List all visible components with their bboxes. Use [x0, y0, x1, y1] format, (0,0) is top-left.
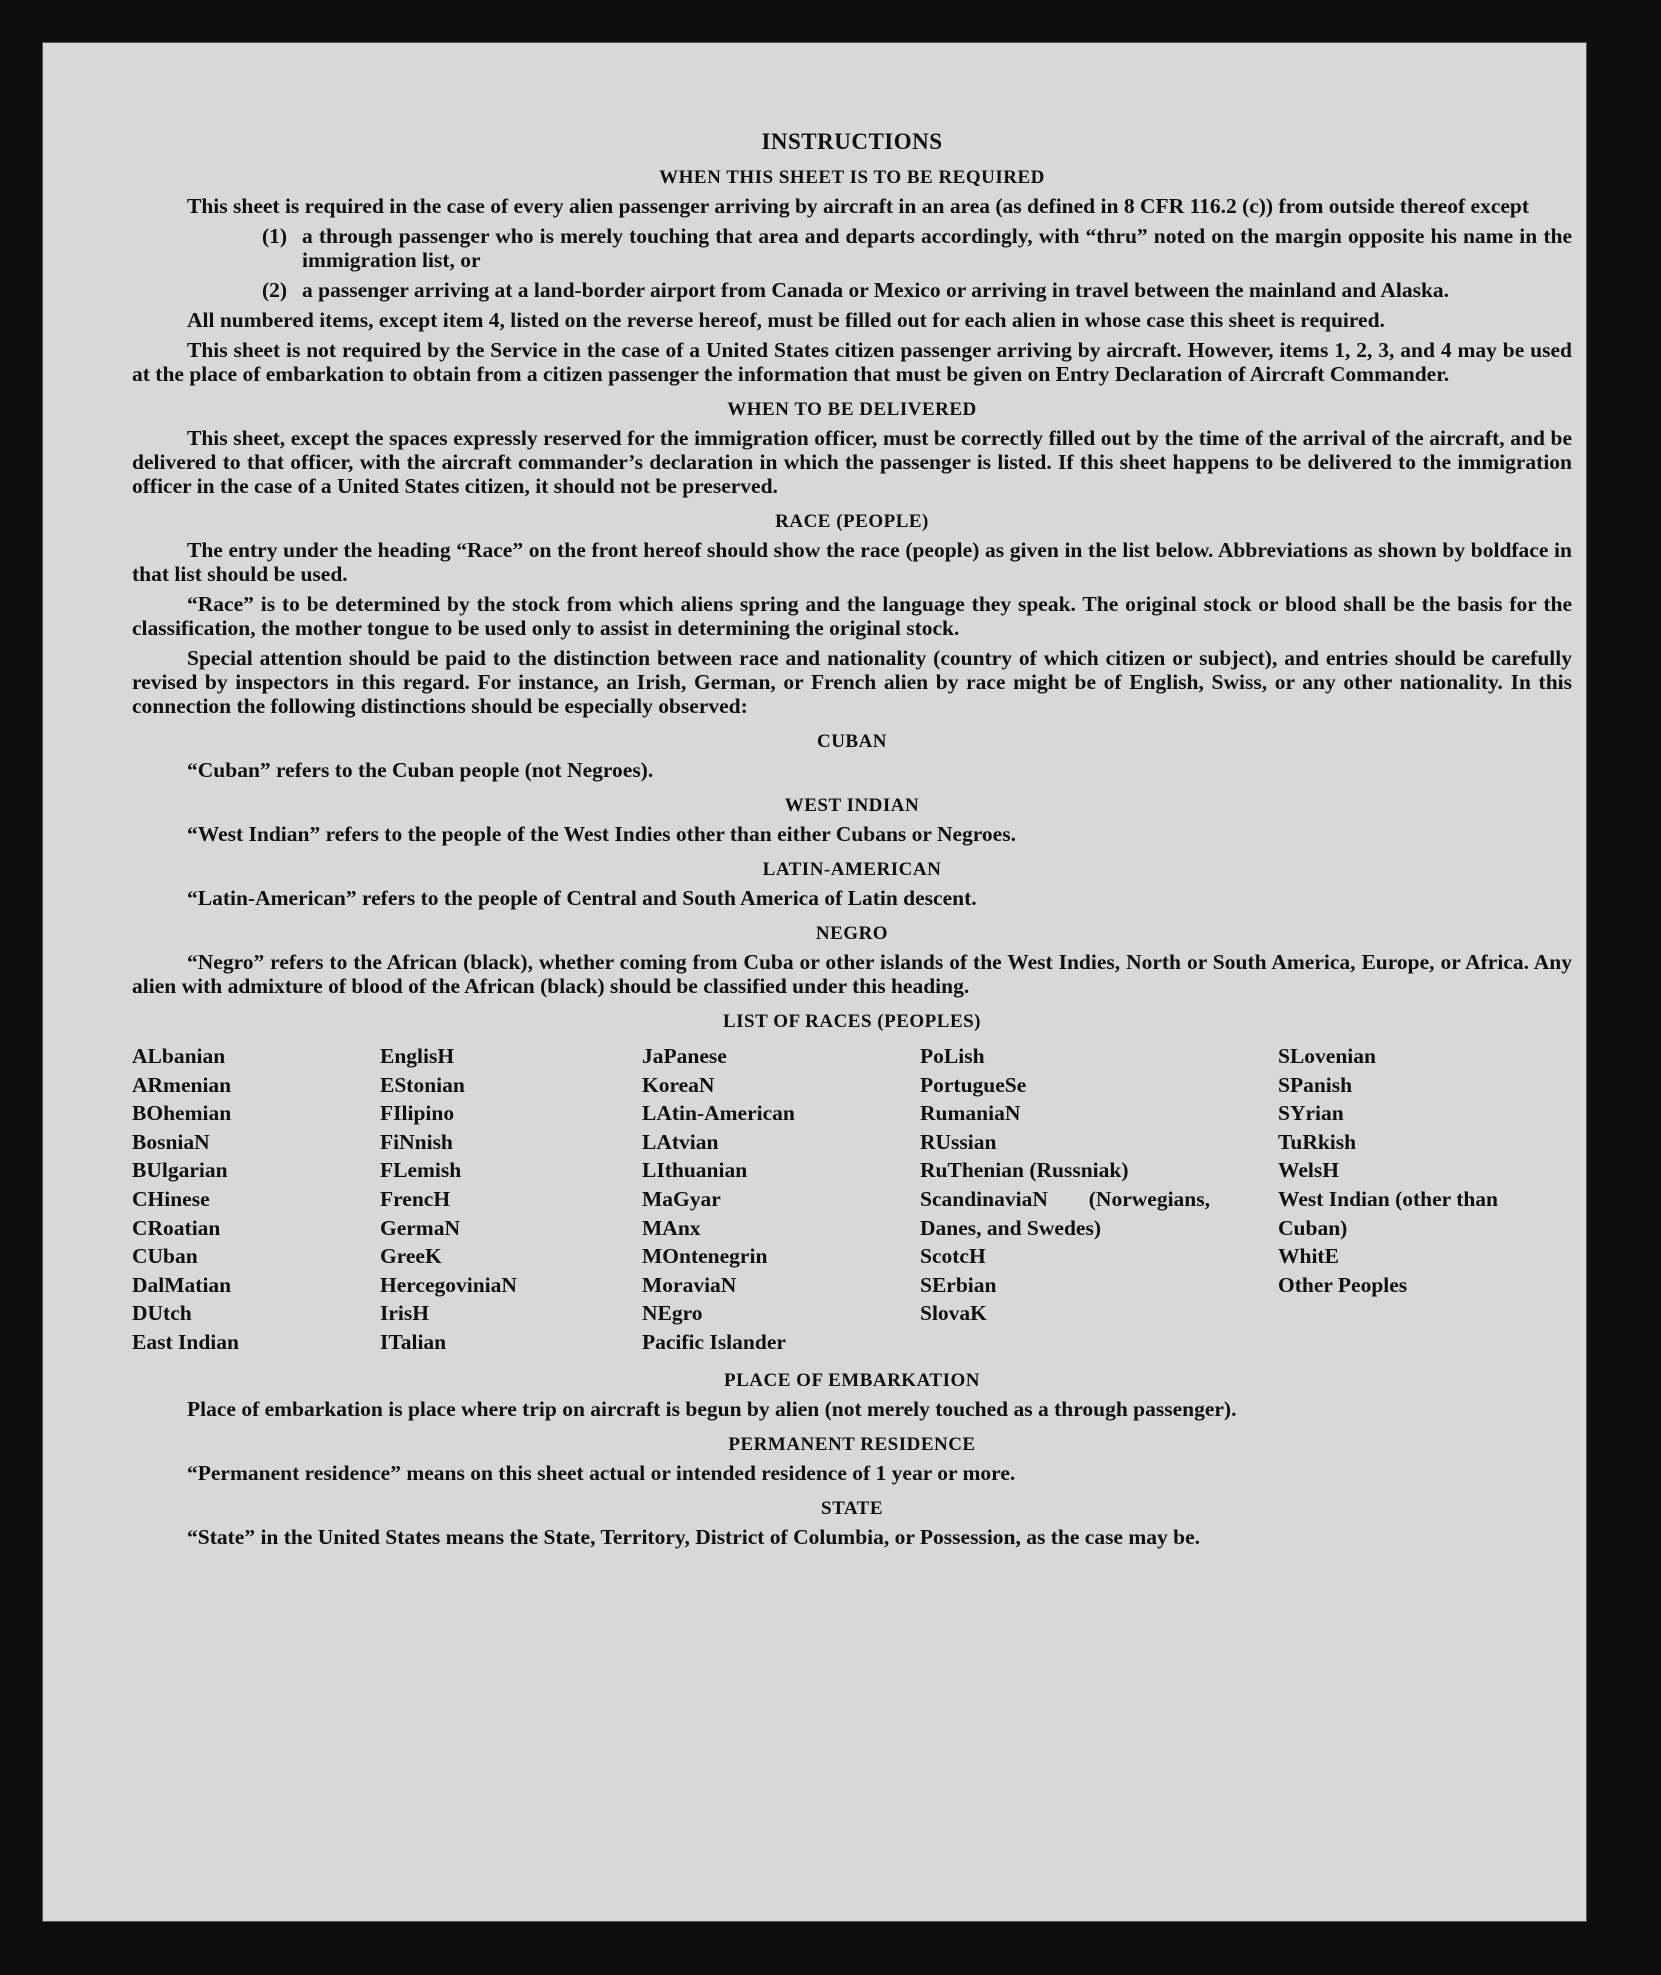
document-sheet [42, 42, 1587, 1922]
race-item: FiNnish [380, 1129, 453, 1154]
race-item: MoraviaN [642, 1272, 737, 1297]
race-item: SErbian [920, 1272, 997, 1297]
instructions-content [132, 112, 1572, 1555]
race-item: TuRkish [1278, 1129, 1357, 1154]
race-item: DUtch [132, 1301, 192, 1326]
race-item: RuThenian (Russniak) [920, 1158, 1129, 1183]
race-item: ARmenian [132, 1072, 232, 1097]
race-item: DalMatian [132, 1272, 232, 1297]
race-item: Other Peoples [1278, 1272, 1408, 1297]
race-item: CRoatian [132, 1215, 221, 1240]
para-when-required-intro: This sheet is required in the case of every alien passenger arriving by aircraft in an area (as defined in 8 CFR 116.2 (c)) from outside thereof except [187, 194, 1530, 218]
para-cuban: “Cuban” refers to the Cuban people (not Negroes). [187, 758, 654, 782]
race-column-4 [920, 1042, 1278, 1357]
para-race-3: Special attention should be paid to the distinction between race and nationality (country of which citizen or subject), and entries should be carefully revised by inspectors in this regard. For instance, an Irish, German, or French alien by race might be of English, Swiss, or any other nationality. In this connection the following distinctions should be especially observed: [132, 646, 1572, 718]
para-race-2: “Race” is to be determined by the stock from which aliens spring and the language they speak. The original stock or blood shall be the basis for the classification, the mother tongue to be used only to assist in determining the original stock. [132, 592, 1572, 640]
race-item: MAnx [642, 1215, 701, 1240]
exception-1-text: a through passenger who is merely touching that area and departs accordingly, with “thru” noted on the margin opposite his name in the immigration list, or [302, 224, 1572, 272]
race-item-west-indian: West Indian (other than Cuban) [1278, 1186, 1499, 1240]
race-column-1 [132, 1042, 380, 1357]
heading-cuban: CUBAN [816, 731, 888, 752]
heading-permanent-residence: PERMANENT RESIDENCE [728, 1433, 976, 1455]
race-item: SPanish [1278, 1072, 1353, 1097]
race-item: LAtin-American [642, 1101, 795, 1126]
para-latin-american: “Latin-American” refers to the people of Central and South America of Latin descent. [187, 886, 977, 910]
race-item: PortugueSe [920, 1072, 1027, 1097]
race-item: MaGyar [642, 1186, 721, 1211]
heading-embarkation: PLACE OF EMBARKATION [724, 1369, 980, 1391]
heading-negro: NEGRO [815, 923, 889, 944]
race-list [132, 1042, 1572, 1357]
race-item: East Indian [132, 1329, 239, 1354]
para-citizen: This sheet is not required by the Service in the case of a United States citizen passenger arriving by aircraft. However, items 1, 2, 3, and 4 may be used at the place of embarkation to obtain from a citizen passenger the information that must be given on Entry Declaration of Aircraft Commander. [132, 338, 1572, 386]
heading-when-required: WHEN THIS SHEET IS TO BE REQUIRED [659, 167, 1045, 188]
race-item: GermaN [380, 1215, 460, 1240]
race-item: SLovenian [1278, 1044, 1376, 1068]
para-numbered-items: All numbered items, except item 4, listed on the reverse hereof, must be filled out for each alien in whose case this sheet is required. [187, 308, 1385, 332]
exception-2-number: (2) [262, 278, 288, 302]
race-item: WelsH [1278, 1158, 1339, 1183]
race-item: SYrian [1278, 1101, 1344, 1126]
para-when-delivered: This sheet, except the spaces expressly reserved for the immigration officer, must be correctly filled out by the time of the arrival of the aircraft, and be delivered to that officer, with the aircraft commander’s declaration in which the passenger is listed. If this sheet happens to be delivered to the immigration officer in the case of a United States citizen, it should not be preserved. [132, 426, 1572, 498]
race-item: HercegoviniaN [380, 1272, 517, 1297]
race-item: PoLish [920, 1044, 985, 1068]
heading-when-delivered: WHEN TO BE DELIVERED [727, 399, 977, 420]
race-item: IrisH [380, 1301, 429, 1326]
para-negro: “Negro” refers to the African (black), whether coming from Cuba or other islands of the West Indies, North or South America, Europe, or Africa. Any alien with admixture of blood of the African (black) should be classified under this heading. [132, 950, 1572, 998]
heading-west-indian: WEST INDIAN [784, 795, 920, 816]
race-item: SlovaK [920, 1301, 987, 1326]
race-item: FIlipino [380, 1101, 455, 1126]
race-item: BosniaN [132, 1129, 210, 1154]
race-column-3 [642, 1042, 920, 1357]
para-permanent-residence: “Permanent residence” means on this sheet actual or intended residence of 1 year or more. [187, 1460, 1016, 1485]
race-item: JaPanese [642, 1044, 727, 1068]
exception-1 [132, 224, 1572, 272]
race-item: MOntenegrin [642, 1244, 768, 1269]
race-item: LAtvian [642, 1129, 719, 1154]
heading-race: RACE (PEOPLE) [775, 511, 929, 532]
page-title: INSTRUCTIONS [761, 129, 943, 154]
race-item: RumaniaN [920, 1101, 1021, 1126]
race-item: CUban [132, 1244, 198, 1269]
race-item: FrencH [380, 1186, 451, 1211]
race-item: BOhemian [132, 1101, 232, 1126]
heading-list-of-races: LIST OF RACES (PEOPLES) [722, 1011, 982, 1032]
race-item-scandinavian: ScandinaviaN (Norwegians, Danes, and Swedes) [920, 1186, 1210, 1240]
race-column-5 [1278, 1042, 1568, 1357]
exception-1-number: (1) [262, 224, 288, 248]
race-item: ITalian [380, 1329, 447, 1354]
para-race-1: The entry under the heading “Race” on the front hereof should show the race (people) as given in the list below. Abbreviations as shown by boldface in that list should be used. [132, 538, 1572, 586]
para-state: “State” in the United States means the State, Territory, District of Columbia, or Possession, as the case may be. [187, 1524, 1201, 1549]
exception-2-text: a passenger arriving at a land-border airport from Canada or Mexico or arriving in travel between the mainland and Alaska. [302, 278, 1450, 302]
race-item: ALbanian [132, 1044, 226, 1068]
exception-2 [132, 278, 1572, 302]
race-item: GreeK [380, 1244, 442, 1269]
race-item: WhitE [1278, 1244, 1339, 1269]
para-embarkation: Place of embarkation is place where trip on aircraft is begun by alien (not merely touched as a through passenger). [187, 1396, 1237, 1421]
race-item: Pacific Islander [642, 1329, 786, 1354]
race-item: LIthuanian [642, 1158, 748, 1183]
para-west-indian: “West Indian” refers to the people of the West Indies other than either Cubans or Negroes. [187, 822, 1016, 846]
race-item: NEgro [642, 1301, 703, 1326]
race-item: EStonian [380, 1072, 465, 1097]
race-item: EnglisH [380, 1044, 455, 1068]
race-column-2 [380, 1042, 642, 1357]
race-item: RUssian [920, 1129, 997, 1154]
heading-state: STATE [821, 1497, 883, 1519]
race-item: KoreaN [642, 1072, 715, 1097]
race-item: FLemish [380, 1158, 462, 1183]
race-item: CHinese [132, 1186, 210, 1211]
race-item: ScotcH [920, 1244, 986, 1269]
heading-latin-american: LATIN-AMERICAN [762, 859, 942, 880]
race-item: BUlgarian [132, 1158, 228, 1183]
